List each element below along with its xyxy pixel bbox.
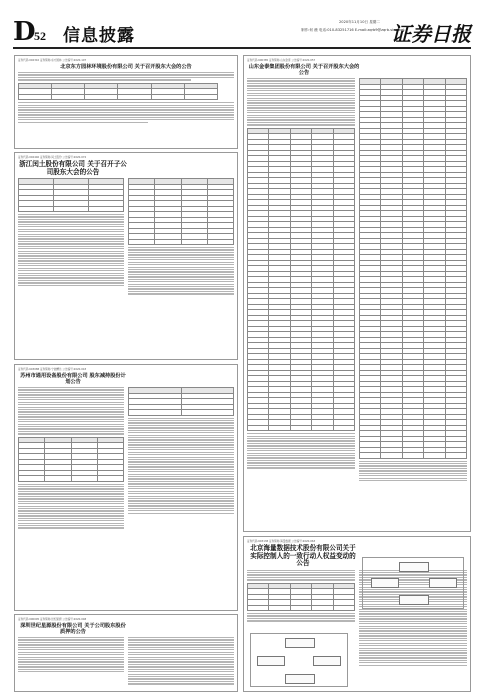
article-title: 浙江闰土股份有限公司 关于召开子公司股东大会的公告 (19, 160, 127, 176)
article-code-line: 证券代码:603088 证券简称:宁波精达 公告编号:2020-043 (18, 368, 87, 371)
contact-line: 制作:何 薇 电话:010-83251716 E-mail:zqrb9@zqrb.sina.net (301, 28, 405, 32)
ownership-diagram (362, 557, 464, 609)
article-4 (14, 614, 238, 692)
ownership-diagram (250, 633, 348, 687)
article-code-line: 证券代码:600385 证券简称:山东金泰 公告编号:2020-057 (247, 59, 316, 62)
article-code-line: 证券代码:002310 证券简称:东方园林 公告编号:2020-107 (18, 59, 87, 62)
article-1 (14, 55, 238, 149)
article-table (18, 83, 218, 101)
page-header (13, 18, 471, 48)
article-code-line: 证券代码:000005 证券简称:世纪星源 公告编号:2020-048 (18, 618, 87, 621)
article-columns (18, 387, 234, 530)
article-body (18, 102, 234, 123)
newspaper-logo: 证券日报 (391, 22, 471, 46)
page-number: 52 (34, 29, 46, 43)
article-code-line: 证券代码:603138 证券简称:海量数据 公告编号:2020-063 (247, 540, 316, 543)
article-title: 苏州市通用设备股份有限公司 股东减持股份计划公告 (20, 373, 126, 385)
article-columns (18, 178, 234, 296)
article-columns (247, 78, 467, 482)
article-5 (243, 55, 471, 532)
article-body (18, 72, 234, 81)
article-code-line: 证券代码:002440 证券简称:闰土股份 公告编号:2020-072 (18, 156, 87, 159)
article-columns (18, 637, 234, 686)
article-title: 北京海量数据技术股份有限公司关于实际控制人的一致行动人权益变动的公告 (250, 544, 356, 567)
article-6 (243, 536, 471, 692)
dateline: 2020年11月10日 星期二 (339, 20, 380, 24)
article-title: 山东金泰集团股份有限公司 关于召开股东大会的公告 (248, 64, 360, 76)
article-title: 北京东方园林环境股份有限公司 关于召开股东大会的公告 (60, 64, 192, 70)
page-letter: D (13, 17, 36, 47)
section-title: 信息披露 (63, 26, 135, 46)
header-rule (13, 47, 471, 49)
article-title: 深圳世纪星源股份有限公司 关于公司股东股份质押的公告 (20, 623, 126, 635)
article-3 (14, 364, 238, 611)
article-2 (14, 152, 238, 360)
